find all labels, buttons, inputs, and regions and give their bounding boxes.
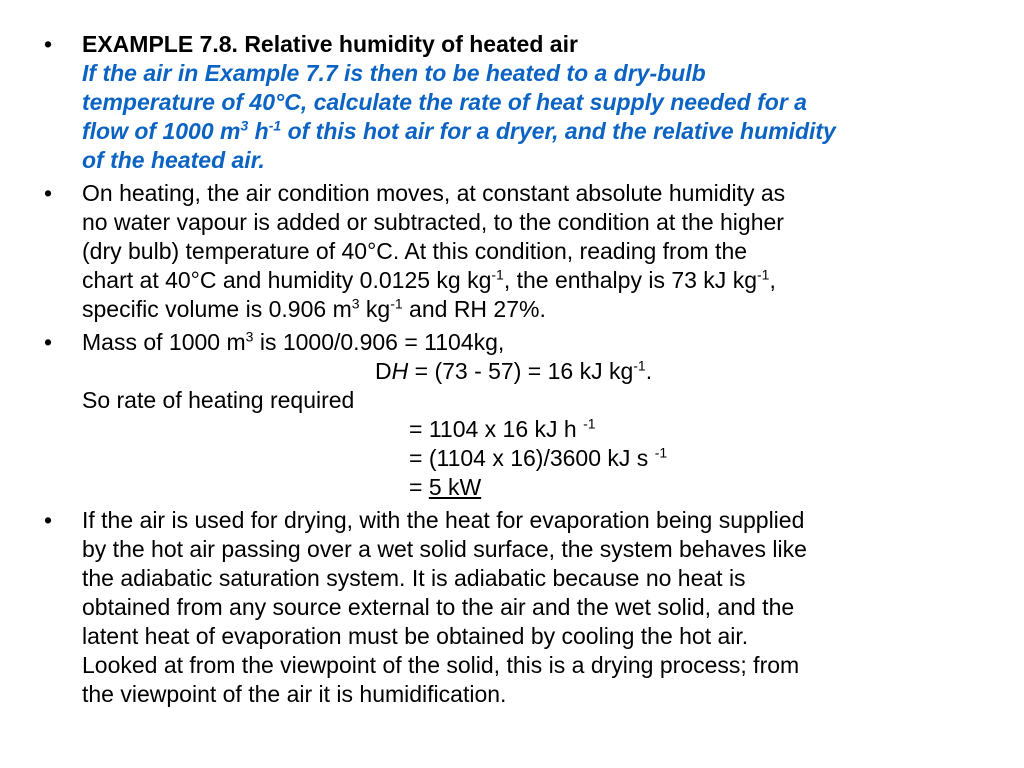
rate-label: So rate of heating required — [82, 387, 355, 413]
heating-line-4 — [82, 266, 1004, 295]
question-text: h — [248, 118, 269, 144]
heating-line-3: (dry bulb) temperature of 40°C. At this condition, reading from the — [82, 238, 748, 264]
superscript: -1 — [633, 357, 646, 374]
heating-line-5 — [82, 295, 1004, 324]
superscript: -1 — [757, 266, 770, 283]
text: chart at 40°C and humidity 0.0125 kg kg — [82, 267, 492, 293]
result-value: 5 kW — [428, 474, 482, 500]
bullet-example — [44, 30, 1004, 175]
italic-h: H — [391, 358, 409, 384]
equation-line-3 — [82, 473, 1004, 502]
equation-line-2 — [82, 444, 1004, 473]
delta-h-line — [82, 357, 1004, 386]
superscript: -1 — [583, 415, 596, 432]
text: specific volume is 0.906 m — [82, 296, 352, 322]
text: = 1104 x 16 kJ h — [409, 416, 584, 442]
heating-line-1: • On heating, the air condition moves, at constant absolute humidity as — [82, 180, 786, 206]
example-title: • EXAMPLE 7.8. Relative humidity of heated air — [82, 31, 578, 57]
question-text: flow of 1000 m — [82, 118, 241, 144]
equation-line-1 — [82, 415, 1004, 444]
question-line-1: If the air in Example 7.7 is then to be heated to a dry-bulb — [82, 60, 706, 86]
heating-line-2: no water vapour is added or subtracted, to the condition at the higher — [82, 209, 784, 235]
drying-line-5: latent heat of evaporation must be obtained by cooling the hot air. — [82, 623, 749, 649]
drying-line-6: Looked at from the viewpoint of the solid, this is a drying process; from — [82, 652, 800, 678]
drying-line-7: the viewpoint of the air it is humidification. — [82, 681, 507, 707]
drying-line-2: by the hot air passing over a wet solid surface, the system behaves like — [82, 536, 807, 562]
text: = (1104 x 16)/3600 kJ s — [409, 445, 655, 471]
bullet-heating — [44, 179, 1004, 324]
question-line-4: of the heated air. — [82, 147, 265, 173]
drying-line-1: • If the air is used for drying, with the heat for evaporation being supplied — [82, 507, 805, 533]
superscript: -1 — [491, 266, 504, 283]
mass-line — [82, 328, 1004, 357]
text: and RH 27%. — [402, 296, 546, 322]
bullet-list — [44, 30, 1004, 713]
text: D — [375, 358, 392, 384]
superscript: -1 — [654, 444, 668, 461]
text: . — [645, 358, 653, 384]
question-line-3 — [82, 117, 1004, 146]
text: = (73 - 57) = 16 kJ kg — [408, 358, 634, 384]
question-text: of this hot air for a dryer, and the relative humidity — [281, 118, 836, 144]
text: Mass of 1000 m — [82, 329, 246, 355]
text: = — [409, 474, 429, 500]
text: , — [769, 267, 776, 293]
text: is 1000/0.906 = 1104kg, — [253, 329, 505, 355]
bullet-drying — [44, 506, 1004, 709]
superscript: -1 — [390, 295, 403, 312]
text: kg — [359, 296, 391, 322]
text: , the enthalpy is 73 kJ kg — [503, 267, 757, 293]
bullet-calculation — [44, 328, 1004, 502]
drying-line-4: obtained from any source external to the air and the wet solid, and the — [82, 594, 795, 620]
superscript: -1 — [268, 117, 282, 134]
superscript: 3 — [351, 295, 360, 312]
drying-line-3: the adiabatic saturation system. It is adiabatic because no heat is — [82, 565, 746, 591]
superscript: 3 — [240, 117, 249, 134]
question-line-2: temperature of 40°C, calculate the rate of heat supply needed for a — [82, 89, 807, 115]
superscript: 3 — [245, 328, 254, 345]
